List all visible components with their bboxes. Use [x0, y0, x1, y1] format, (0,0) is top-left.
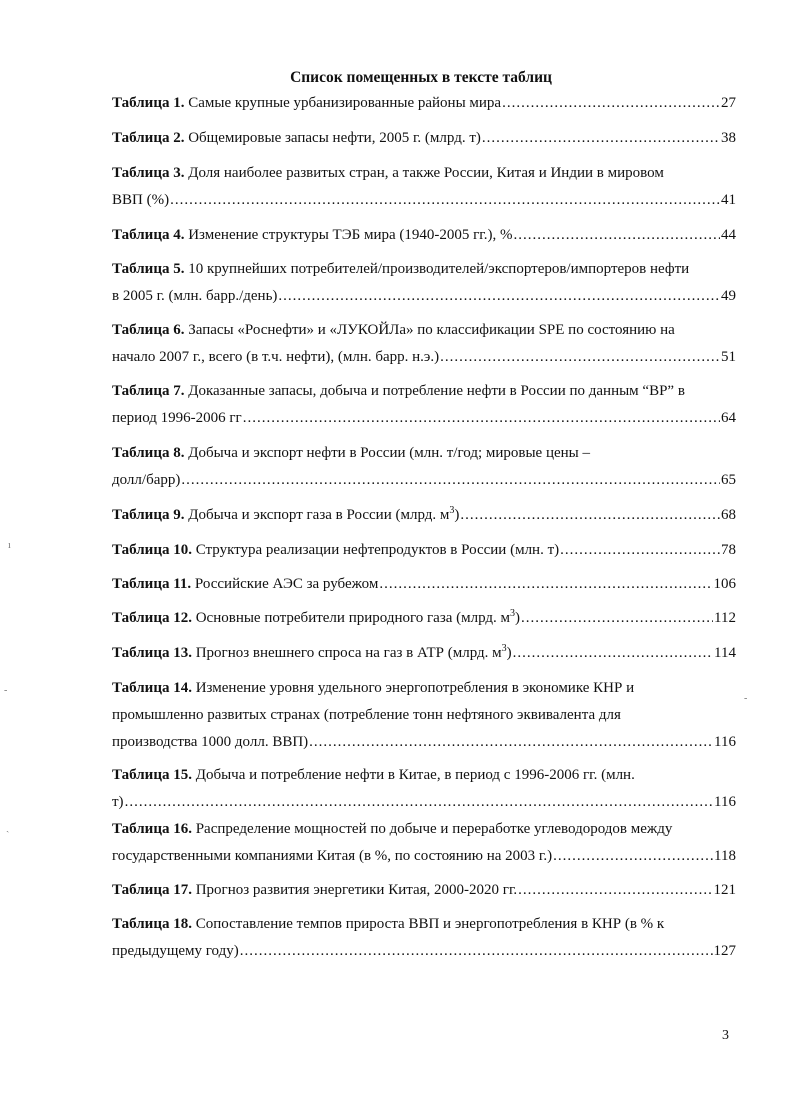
toc-entry [112, 440, 736, 494]
table-caption: Российские АЭС за рубежом [194, 576, 379, 592]
table-label: Таблица 9. [112, 507, 185, 523]
toc-page-number: 106 [713, 576, 736, 592]
leader-dots [521, 605, 713, 632]
toc-page-number: 27 [721, 95, 736, 111]
table-caption-cont: в 2005 г. (млн. барр./день) [112, 288, 278, 304]
table-caption: Самые крупные урбанизированные районы мира [188, 95, 502, 111]
leader-dots [125, 789, 713, 816]
toc-entry [112, 911, 736, 965]
leader-dots [502, 90, 720, 117]
table-caption-cont: период 1996-2006 гг [112, 410, 242, 426]
table-label: Таблица 11. [112, 576, 192, 592]
toc-entry [112, 256, 736, 310]
leader-dots [170, 187, 720, 214]
toc-page-number: 68 [721, 507, 736, 523]
table-caption: Доля наиболее развитых стран, а также России, Китая и Индии в мировом [188, 165, 664, 181]
leader-dots [240, 938, 713, 965]
table-label: Таблица 1. [112, 95, 185, 111]
table-caption: Изменение уровня удельного энергопотребления в экономике КНР и [195, 680, 635, 696]
leader-dots [181, 467, 720, 494]
toc-entry [112, 816, 736, 870]
table-label: Таблица 2. [112, 130, 185, 146]
table-caption: Общемировые запасы нефти, 2005 г. (млрд. т) [188, 130, 481, 146]
toc-entry: Таблица 9. Добыча и экспорт газа в России (млрд. $м^3$) ..... 68 [112, 502, 736, 529]
toc-entry [112, 877, 736, 904]
table-caption: Добыча и потребление нефти в Китае, в период с 1996-2006 гг. (млн. [195, 767, 635, 783]
superscript: 3 [501, 643, 507, 654]
toc-entry [112, 90, 736, 117]
table-label: Таблица 10. [112, 542, 192, 558]
leader-dots [560, 537, 720, 564]
scan-speck: ˎ [6, 822, 10, 833]
table-caption: Прогноз внешнего спроса на газ в АТР (млрд. м [195, 645, 502, 661]
superscript: 3 [510, 608, 516, 619]
leader-dots [379, 571, 712, 598]
table-caption: Прогноз развития энергетики Китая, 2000-2020 гг. [195, 882, 518, 898]
leader-dots [553, 843, 713, 870]
table-caption-cont: ВВП (%) [112, 192, 170, 208]
table-caption: Сопоставление темпов прироста ВВП и энергопотребления в КНР (в % к [195, 916, 665, 932]
toc-page-number: 44 [721, 227, 736, 243]
table-label: Таблица 18. [112, 916, 192, 932]
toc-entry [112, 222, 736, 249]
table-caption-cont: т) [112, 794, 124, 810]
table-label: Таблица 6. [112, 322, 185, 338]
scan-speck: - [744, 693, 748, 704]
table-caption: Добыча и экспорт нефти в России (млн. т/год; мировые цены – [188, 445, 590, 461]
leader-dots [518, 877, 712, 904]
toc-page-number: 51 [721, 349, 736, 365]
page-title: Список помещенных в тексте таблиц [290, 69, 552, 86]
toc-entry [112, 160, 736, 214]
table-label: Таблица 12. [112, 610, 192, 626]
leader-dots [309, 729, 713, 756]
toc-entry [112, 125, 736, 152]
leader-dots [482, 125, 720, 152]
toc-page-number: 116 [714, 734, 736, 750]
toc-page-number: 78 [721, 542, 736, 558]
superscript: 3 [449, 505, 455, 516]
table-label: Таблица 13. [112, 645, 192, 661]
table-caption: Запасы «Роснефти» и «ЛУКОЙЛа» по классификации SPE по состоянию на [188, 322, 675, 338]
table-caption-cont: государственными компаниями Китая (в %, по состоянию на 2003 г.) [112, 848, 553, 864]
toc-entry [112, 537, 736, 564]
toc-page-number: 64 [721, 410, 736, 426]
table-label: Таблица 5. [112, 261, 185, 277]
table-label: Таблица 16. [112, 821, 192, 837]
toc-entry: Таблица 12. Основные потребители природного газа (млрд. $м^3$) ..... 112 [112, 605, 736, 632]
leader-dots [513, 222, 720, 249]
toc-entry [112, 762, 736, 816]
toc-page-number: 121 [713, 882, 736, 898]
table-caption-cont: промышленно развитых странах (потребление тонн нефтяного эквивалента для [112, 707, 621, 723]
table-caption-cont: предыдущему году) [112, 943, 239, 959]
table-caption: 10 крупнейших потребителей/производителей/экспортеров/импортеров нефти [188, 261, 690, 277]
scan-speck: - [4, 685, 8, 696]
toc-page-number: 118 [714, 848, 736, 864]
table-label: Таблица 8. [112, 445, 185, 461]
toc-entry [112, 378, 736, 432]
leader-dots [243, 405, 720, 432]
toc-page-number: 116 [714, 794, 736, 810]
table-caption: Распределение мощностей по добыче и переработке углеводородов между [195, 821, 673, 837]
leader-dots [440, 344, 720, 371]
toc-entry [112, 675, 736, 756]
table-caption-cont: производства 1000 долл. ВВП) [112, 734, 309, 750]
toc-page-number: 41 [721, 192, 736, 208]
table-caption: Изменение структуры ТЭБ мира (1940-2005 гг.), % [188, 227, 513, 243]
table-caption: Структура реализации нефтепродуктов в России (млн. т) [195, 542, 560, 558]
table-label: Таблица 14. [112, 680, 192, 696]
toc-entry [112, 317, 736, 371]
table-caption: Добыча и экспорт газа в России (млрд. м [188, 507, 450, 523]
table-label: Таблица 15. [112, 767, 192, 783]
toc-page-number: 112 [714, 610, 736, 626]
toc-page-number: 65 [721, 472, 736, 488]
table-label: Таблица 4. [112, 227, 185, 243]
toc-entry: Таблица 13. Прогноз внешнего спроса на газ в АТР (млрд. $м^3$) ..... 114 [112, 640, 736, 667]
page-number: 3 [722, 1028, 729, 1043]
leader-dots [278, 283, 720, 310]
toc-entry [112, 571, 736, 598]
scan-speck: ı [8, 540, 11, 551]
table-caption-cont: долл/барр) [112, 472, 181, 488]
table-caption: Доказанные запасы, добыча и потребление нефти в России по данным “BP” в [188, 383, 685, 399]
table-label: Таблица 3. [112, 165, 185, 181]
table-caption-cont: начало 2007 г., всего (в т.ч. нефти), (млн. барр. н.э.) [112, 349, 440, 365]
leader-dots [460, 502, 720, 529]
toc-page-number: 127 [713, 943, 736, 959]
table-label: Таблица 17. [112, 882, 192, 898]
toc-page-number: 114 [714, 645, 736, 661]
toc-page-number: 38 [721, 130, 736, 146]
leader-dots [513, 640, 713, 667]
table-label: Таблица 7. [112, 383, 185, 399]
table-caption: Основные потребители природного газа (млрд. м [195, 610, 511, 626]
toc-page-number: 49 [721, 288, 736, 304]
